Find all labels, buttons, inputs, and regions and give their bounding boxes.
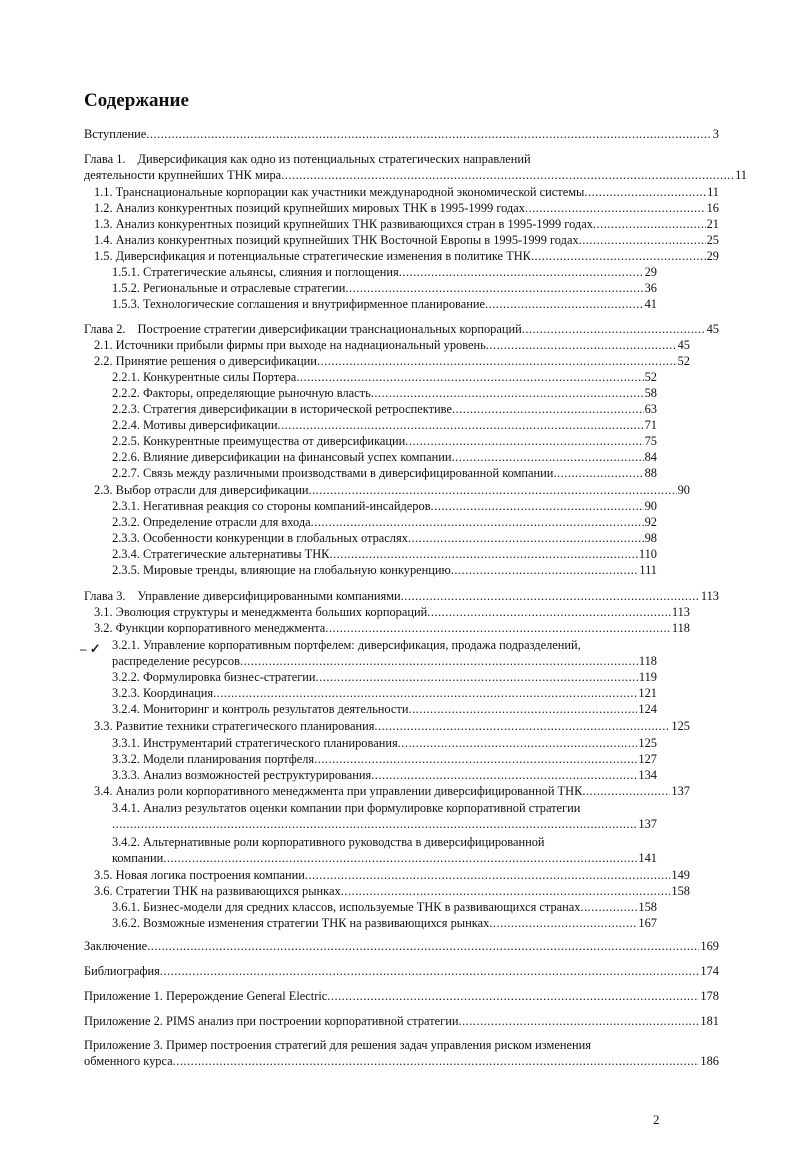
toc-entry-page: 92 — [644, 515, 657, 529]
toc-entry[interactable] — [112, 702, 657, 718]
toc-entry[interactable] — [112, 402, 657, 418]
toc-entry-page: 21 — [706, 217, 719, 231]
toc-entry[interactable] — [112, 531, 657, 547]
toc-entry-page: 169 — [700, 939, 719, 953]
toc-entry-page: 174 — [700, 964, 719, 978]
toc-entry-label: 1.2. Анализ конкурентных позиций крупнейших мировых ТНК в 1995-1999 годах — [94, 201, 525, 215]
toc-entry-page: 29 — [644, 265, 657, 279]
toc-entry[interactable] — [112, 768, 657, 784]
toc-entry-label: Приложение 3. Пример построения стратегий для решения задач управления риском изменения — [84, 1038, 591, 1052]
toc-chapter[interactable] — [84, 152, 747, 183]
toc-entry-page: 36 — [644, 281, 657, 295]
toc-entry-label: 2.2.2. Факторы, определяющие рыночную власть — [112, 386, 371, 400]
toc-entry-page: 45 — [677, 338, 690, 352]
toc-chapter[interactable] — [84, 322, 719, 338]
toc-entry-label: 3.1. Эволюция структуры и менеджмента больших корпораций — [94, 605, 428, 619]
toc-entry[interactable] — [112, 686, 657, 702]
toc-entry-page: 118 — [671, 621, 690, 635]
toc-entry-page: 113 — [671, 605, 690, 619]
toc-chapter-title: Управление диверсифицированными компаниями — [137, 589, 401, 603]
toc-entry[interactable] — [112, 466, 657, 482]
toc-entry-page: 137 — [638, 816, 657, 831]
toc-entry-label-cont: распределение ресурсов — [112, 653, 240, 668]
toc-entry-page: 125 — [638, 736, 657, 750]
toc-entry-label: 2.2. Принятие решения о диверсификации — [94, 354, 317, 368]
toc-entry-label: 2.3.5. Мировые тренды, влияющие на глобальную конкуренцию — [112, 563, 451, 577]
toc-entry-label-cont: обменного курса — [84, 1053, 173, 1068]
toc-entry-page: 58 — [644, 386, 657, 400]
toc-entry-page: 181 — [700, 1014, 719, 1028]
toc-entry-page: 11 — [735, 167, 747, 182]
toc-entry-page: 137 — [671, 784, 690, 798]
toc-entry-page: 3 — [712, 127, 719, 141]
toc-entry[interactable] — [94, 884, 690, 900]
toc-entry-label: 3.4. Анализ роли корпоративного менеджмента при управлении диверсифицированной ТНК — [94, 784, 583, 798]
toc-entry[interactable] — [94, 719, 690, 735]
toc-entry[interactable] — [84, 939, 719, 955]
toc-entry-label: 3.2.2. Формулировка бизнес-стратегии — [112, 670, 316, 684]
toc-entry[interactable] — [112, 670, 657, 686]
toc-entry-page: 90 — [677, 483, 690, 497]
toc-entry-label: 3.2. Функции корпоративного менеджмента — [94, 621, 326, 635]
toc-entry-label: 3.6.1. Бизнес-модели для средних классов, используемые ТНК в развивающихся странах — [112, 900, 581, 914]
toc-entry[interactable] — [84, 989, 719, 1005]
toc-entry-page: 111 — [639, 563, 657, 577]
toc-entry-page: 113 — [700, 589, 719, 603]
toc-entry-label: 2.2.3. Стратегия диверсификации в исторической ретроспективе — [112, 402, 452, 416]
toc-entry-label: 2.3.2. Определение отрасли для входа — [112, 515, 311, 529]
toc-entry[interactable] — [112, 835, 657, 866]
toc-entry-page: 158 — [671, 884, 690, 898]
toc-entry-page: 75 — [644, 434, 657, 448]
toc-entry-label: 2.2.5. Конкурентные преимущества от диверсификации — [112, 434, 406, 448]
toc-entry-label: 3.3.3. Анализ возможностей реструктурирования — [112, 768, 372, 782]
toc-entry-label: Библиография — [84, 964, 160, 978]
toc-entry-page: 119 — [638, 670, 657, 684]
toc-entry[interactable] — [94, 483, 690, 499]
toc-entry[interactable] — [112, 265, 657, 281]
toc-entry-label: 1.5.3. Технологические соглашения и внутрифирменное планирование — [112, 297, 486, 311]
toc-entry-label: 3.2.4. Мониторинг и контроль результатов деятельности — [112, 702, 409, 716]
toc-entry[interactable] — [112, 752, 657, 768]
toc-entry-page: 124 — [638, 702, 657, 716]
toc-entry-page: 90 — [644, 499, 657, 513]
toc-entry[interactable] — [94, 868, 690, 884]
toc-entry-page: 88 — [644, 466, 657, 480]
toc-entry[interactable] — [112, 434, 657, 450]
toc-entry-page: 186 — [700, 1053, 719, 1068]
toc-entry-label: 2.1. Источники прибыли фирмы при выходе на наднациональный уровень — [94, 338, 486, 352]
toc-entry-page: 141 — [638, 850, 657, 865]
toc-entry[interactable] — [112, 386, 657, 402]
toc-entry[interactable] — [112, 450, 657, 466]
toc-entry-label: 3.2.3. Координация — [112, 686, 214, 700]
toc-chapter-number: Глава 2. — [84, 322, 126, 336]
toc-entry-page: 25 — [706, 233, 719, 247]
toc-chapter-title-cont: деятельности крупнейших ТНК мира — [84, 167, 282, 182]
toc-entry-label: 1.5. Диверсификация и потенциальные стратегические изменения в политике ТНК — [94, 249, 531, 263]
toc-entry-label: 3.4.2. Альтернативные роли корпоративного руководства в диверсифицированной — [112, 835, 545, 849]
toc-entry-page: 127 — [638, 752, 657, 766]
toc-entry-label: 3.4.1. Анализ результатов оценки компании при формулировке корпоративной стратегии — [112, 801, 581, 815]
toc-entry-page: 118 — [638, 653, 657, 668]
toc-entry-label: 3.3.2. Модели планирования портфеля — [112, 752, 315, 766]
toc-entry[interactable] — [84, 1038, 719, 1069]
toc-entry[interactable] — [112, 297, 657, 313]
toc-entry[interactable] — [94, 605, 690, 621]
toc-entry[interactable] — [112, 547, 657, 563]
toc-entry-label: 2.2.1. Конкурентные силы Портера — [112, 370, 297, 384]
toc-entry-label: 1.5.1. Стратегические альянсы, слияния и поглощения — [112, 265, 399, 279]
toc-entry-label: Приложение 1. Перерождение General Electric — [84, 989, 328, 1003]
toc-entry-label: 2.2.4. Мотивы диверсификации — [112, 418, 278, 432]
toc-entry-page: 29 — [706, 249, 719, 263]
toc-entry-label: Приложение 2. PIMS анализ при построении корпоративной стратегии — [84, 1014, 459, 1028]
toc-entry-label: 3.2.1. Управление корпоративным портфелем: диверсификация, продажа подразделений, — [112, 638, 581, 652]
toc-entry-label: Вступление — [84, 127, 147, 141]
page-number: 2 — [653, 1112, 660, 1127]
toc-chapter-title: Построение стратегии диверсификации транснациональных корпораций — [137, 322, 522, 336]
toc-entry[interactable] — [94, 338, 690, 354]
toc-entry-label: 3.3. Развитие техники стратегического планирования — [94, 719, 375, 733]
toc-entry[interactable] — [94, 201, 719, 217]
toc-entry-page: 167 — [638, 916, 657, 930]
toc-entry[interactable] — [94, 621, 690, 637]
toc-entry[interactable] — [112, 563, 657, 579]
toc-entry[interactable] — [94, 354, 690, 370]
toc-entry[interactable] — [94, 217, 719, 233]
toc-entry-page: 125 — [671, 719, 690, 733]
toc-entry-page: 11 — [707, 185, 719, 199]
toc-entry[interactable] — [94, 249, 719, 265]
toc-entry-label: 2.3.4. Стратегические альтернативы ТНК — [112, 547, 330, 561]
toc-entry-page: 45 — [706, 322, 719, 336]
toc-entry-label: 2.2.6. Влияние диверсификации на финансовый успех компании — [112, 450, 452, 464]
toc-entry[interactable] — [94, 784, 690, 800]
toc-entry[interactable] — [84, 1014, 719, 1030]
toc-entry[interactable] — [112, 370, 657, 386]
toc-entry-page: 134 — [638, 768, 657, 782]
toc-entry[interactable] — [112, 281, 657, 297]
toc-entry-page: 110 — [638, 547, 657, 561]
toc-entry[interactable] — [94, 233, 719, 249]
margin-checkmark: – ✓ — [80, 641, 101, 656]
toc-entry[interactable] — [112, 900, 657, 916]
toc-entry-label: 3.6.2. Возможные изменения стратегии ТНК на развивающихся рынках — [112, 916, 490, 930]
toc-entry[interactable] — [112, 638, 657, 669]
toc-entry-page: 71 — [644, 418, 657, 432]
toc-entry[interactable] — [112, 736, 657, 752]
toc-entry[interactable] — [84, 127, 719, 143]
toc-entry-page: 41 — [644, 297, 657, 311]
toc-entry-label: 1.3. Анализ конкурентных позиций крупнейших ТНК развивающихся стран в 1995-1999 годах — [94, 217, 593, 231]
page-title: Содержание — [84, 90, 189, 111]
toc-entry-page: 63 — [644, 402, 657, 416]
toc-entry[interactable] — [112, 515, 657, 531]
toc-entry[interactable] — [84, 964, 719, 980]
toc-entry-label: 2.3. Выбор отрасли для диверсификации — [94, 483, 309, 497]
toc-entry[interactable] — [94, 185, 719, 201]
toc-entry-page: 121 — [638, 686, 657, 700]
toc-entry-label: 1.1. Транснациональные корпорации как участники международной экономической системы — [94, 185, 585, 199]
toc-entry-label: 2.3.1. Негативная реакция со стороны компаний-инсайдеров — [112, 499, 431, 513]
toc-entry-page: 158 — [638, 900, 657, 914]
toc-entry-page: 52 — [644, 370, 657, 384]
toc-entry-label: 2.3.3. Особенности конкуренции в глобальных отраслях — [112, 531, 408, 545]
toc-chapter-number: Глава 3. — [84, 589, 126, 603]
toc-entry[interactable] — [112, 801, 657, 832]
toc-entry-page: 178 — [700, 989, 719, 1003]
toc-entry-label: 3.3.1. Инструментарий стратегического планирования — [112, 736, 398, 750]
toc-entry[interactable] — [112, 418, 657, 434]
toc-entry[interactable] — [112, 916, 657, 932]
toc-entry-label: 3.5. Новая логика построения компании — [94, 868, 305, 882]
toc-entry-page: 149 — [671, 868, 690, 882]
toc-entry-label: 2.2.7. Связь между различными производствами в диверсифицированной компании — [112, 466, 554, 480]
toc-entry-label: 1.5.2. Региональные и отраслевые стратегии — [112, 281, 346, 295]
toc-entry-label-cont: компании — [112, 850, 164, 865]
toc-chapter-title: Диверсификация как одно из потенциальных стратегических направлений — [137, 152, 531, 166]
toc-entry-page: 84 — [644, 450, 657, 464]
toc-entry-page: 98 — [644, 531, 657, 545]
toc-entry-page: 16 — [706, 201, 719, 215]
toc-chapter[interactable] — [84, 589, 719, 605]
toc-entry-label: 1.4. Анализ конкурентных позиций крупнейших ТНК Восточной Европы в 1995-1999 годах — [94, 233, 579, 247]
toc-entry-label: 3.6. Стратегии ТНК на развивающихся рынках — [94, 884, 341, 898]
toc-chapter-number: Глава 1. — [84, 152, 126, 166]
toc-entry-page: 52 — [677, 354, 690, 368]
toc-entry[interactable] — [112, 499, 657, 515]
toc-entry-label: Заключение — [84, 939, 148, 953]
